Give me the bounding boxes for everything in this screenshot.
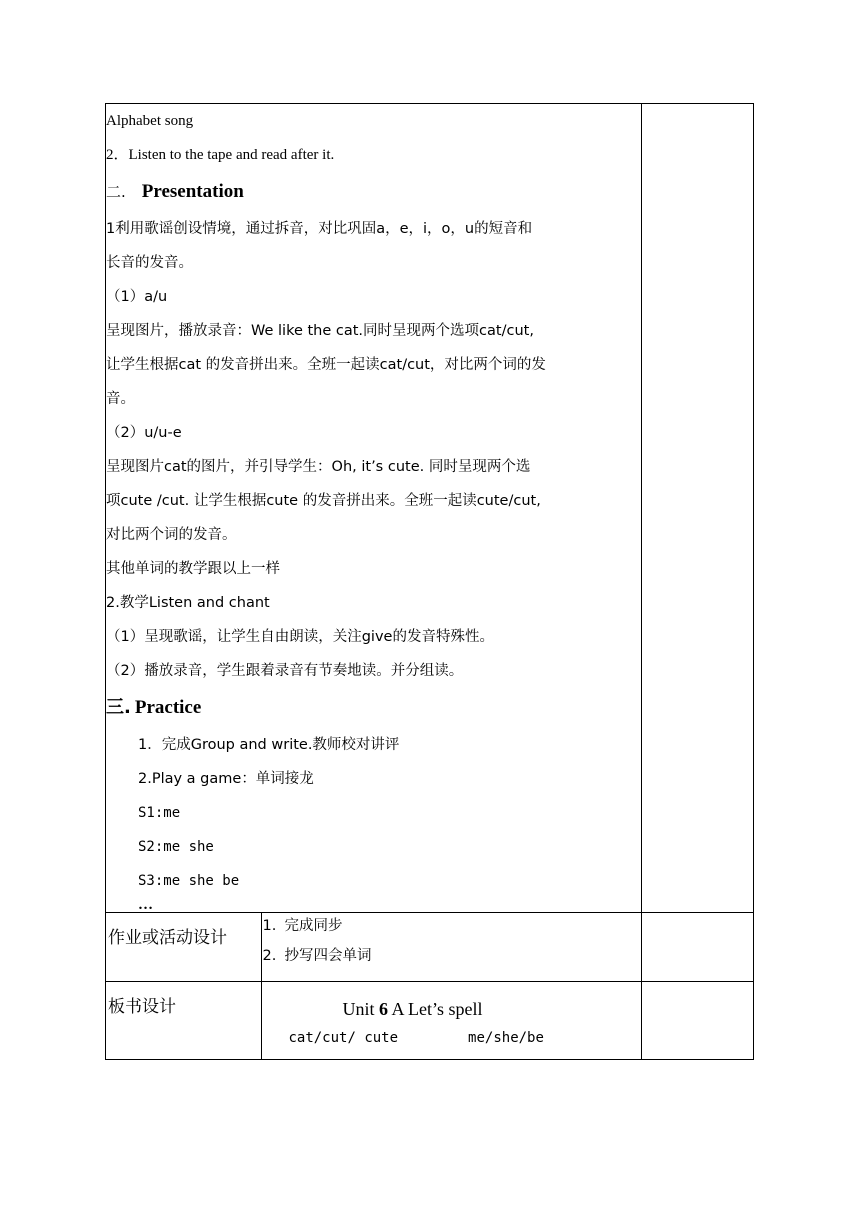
section-heading-presentation	[106, 172, 641, 212]
section-heading-practice	[106, 688, 641, 728]
text-line: S2:me she	[138, 839, 214, 855]
homework-content-cell	[262, 913, 641, 982]
board-label: 板书设计	[108, 997, 176, 1017]
text-line: S3:me she be	[138, 873, 240, 889]
list-item	[262, 913, 640, 939]
teaching-process-cell	[106, 104, 642, 913]
notes-cell	[641, 104, 753, 913]
board-words-a: cat/cut/ cute	[288, 1030, 399, 1046]
list-item	[262, 939, 640, 973]
text-line: Alphabet song	[106, 113, 194, 129]
text-line: 音。	[106, 391, 135, 407]
text-line: 对比两个词的发音。	[106, 527, 237, 543]
text-line: （2）u/u-e	[106, 425, 182, 441]
board-content-cell	[262, 982, 641, 1060]
text-line: 2.教学Listen and chant	[106, 595, 270, 611]
board-title-suffix: A Let’s spell	[387, 999, 483, 1019]
text-line: （1）呈现歌谣，让学生自由朗读，关注give的发音特殊性。	[106, 629, 494, 645]
board-label-cell	[106, 982, 262, 1060]
text-line: 其他单词的教学跟以上一样	[106, 561, 280, 577]
notes-cell	[641, 982, 753, 1060]
text-line: 项cute /cut. 让学生根据cute 的发音拼出来。全班一起读cute/cut,	[106, 493, 541, 509]
item-text: 抄写四会单词	[284, 948, 372, 964]
text-line: 1利用歌谣创设情境，通过拆音，对比巩固a，e，i，o，u的短音和	[106, 221, 533, 237]
section-number: 二.	[106, 183, 126, 201]
board-words	[262, 1024, 640, 1052]
text-line: 呈现图片，播放录音：We like the cat.同时呈现两个选项cat/cut,	[106, 323, 534, 339]
text-line: 2.Play a game：单词接龙	[138, 771, 314, 787]
text-line: （1）a/u	[106, 289, 168, 305]
text-line: …	[138, 897, 153, 913]
board-title	[262, 982, 640, 1024]
text-line: S1:me	[138, 805, 181, 821]
item-number: 1.	[262, 918, 277, 934]
notes-cell	[641, 913, 753, 982]
board-words-b: me/she/be	[468, 1030, 544, 1046]
homework-label: 作业或活动设计	[108, 928, 227, 948]
table-row	[106, 982, 754, 1060]
item-number: 2.	[262, 948, 277, 964]
text-line: 呈现图片cat的图片，并引导学生：Oh, it’s cute. 同时呈现两个选	[106, 459, 531, 475]
text-line: 2．Listen to the tape and read after it.	[106, 147, 335, 163]
board-title-unit-number: 6	[378, 999, 388, 1019]
lesson-plan-table	[105, 103, 754, 1060]
text-line: 1．完成Group and write.教师校对讲评	[138, 737, 400, 753]
section-title: Presentation	[141, 181, 244, 202]
text-line: 长音的发音。	[106, 255, 193, 271]
section-number: 三.	[106, 697, 131, 718]
text-line: （2）播放录音，学生跟着录音有节奏地读。并分组读。	[106, 663, 464, 679]
section-title: Practice	[134, 697, 202, 718]
table-row	[106, 104, 754, 913]
homework-label-cell	[106, 913, 262, 982]
text-line: 让学生根据cat 的发音拼出来。全班一起读cat/cut，对比两个词的发	[106, 357, 546, 373]
table-row	[106, 913, 754, 982]
board-title-prefix: Unit	[342, 999, 379, 1019]
item-text: 完成同步	[284, 918, 343, 934]
